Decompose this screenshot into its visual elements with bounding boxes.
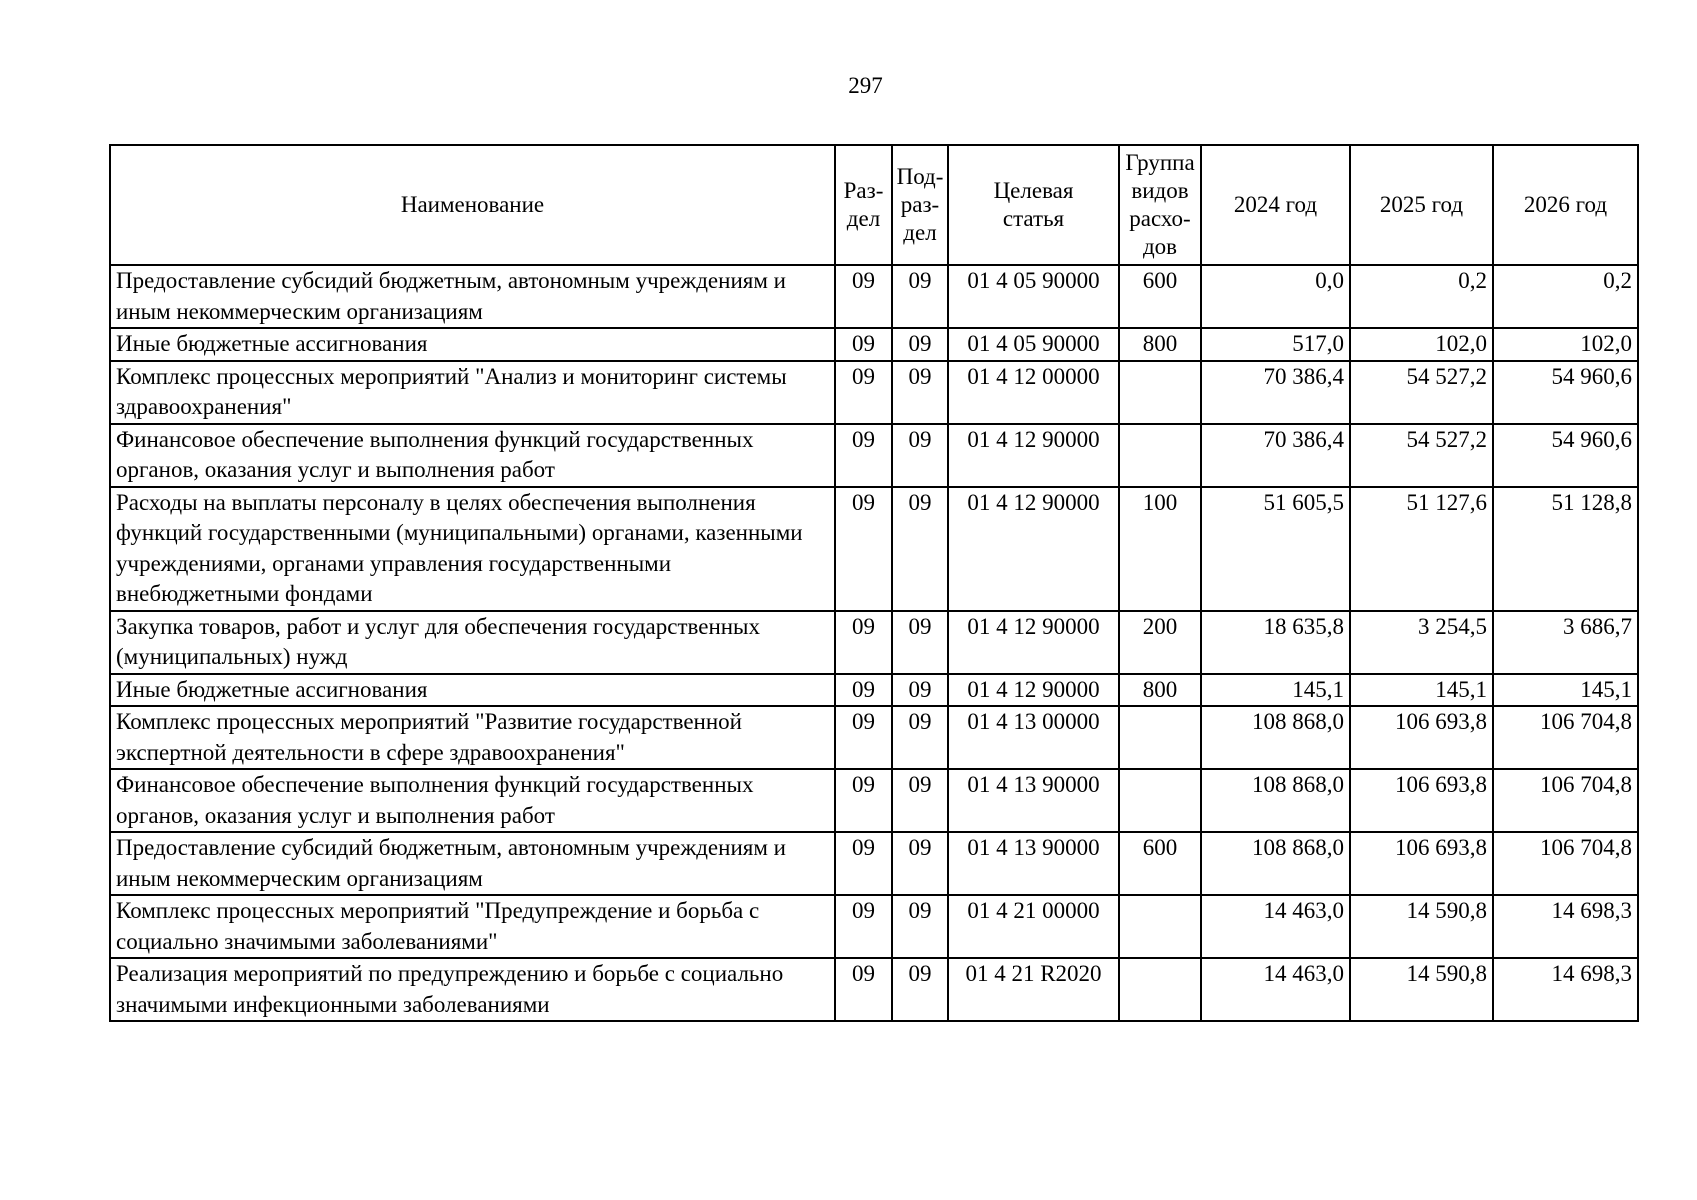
- cell-podrazdel: 09: [892, 895, 948, 958]
- cell-2024: 51 605,5: [1201, 487, 1350, 611]
- cell-2024: 14 463,0: [1201, 895, 1350, 958]
- table-row: [110, 769, 1638, 832]
- cell-target: 01 4 12 00000: [948, 361, 1119, 424]
- cell-podrazdel: 09: [892, 706, 948, 769]
- cell-2026: 145,1: [1493, 674, 1638, 707]
- cell-podrazdel: 09: [892, 424, 948, 487]
- cell-name: Комплекс процессных мероприятий "Анализ и мониторинг системы здравоохранения": [110, 361, 835, 424]
- cell-podrazdel: 09: [892, 361, 948, 424]
- cell-group: 200: [1119, 611, 1201, 674]
- cell-razdel: 09: [835, 958, 892, 1021]
- table-row: [110, 895, 1638, 958]
- cell-razdel: 09: [835, 895, 892, 958]
- cell-razdel: 09: [835, 361, 892, 424]
- cell-podrazdel: 09: [892, 611, 948, 674]
- table-row: [110, 674, 1638, 707]
- cell-name: Комплекс процессных мероприятий "Развитие государственной экспертной деятельности в сфере здравоохранения": [110, 706, 835, 769]
- cell-razdel: 09: [835, 487, 892, 611]
- table-row: [110, 832, 1638, 895]
- cell-razdel: 09: [835, 424, 892, 487]
- table-row: [110, 611, 1638, 674]
- cell-podrazdel: 09: [892, 265, 948, 328]
- cell-name: Комплекс процессных мероприятий "Предупреждение и борьба с социально значимыми заболеваниями": [110, 895, 835, 958]
- header-podrazdel-line: Под-: [896, 164, 944, 189]
- cell-podrazdel: 09: [892, 832, 948, 895]
- cell-group: 800: [1119, 674, 1201, 707]
- cell-name: Реализация мероприятий по предупреждению и борьбе с социально значимыми инфекционными заболеваниями: [110, 958, 835, 1021]
- cell-2026: 14 698,3: [1493, 895, 1638, 958]
- cell-2024: 18 635,8: [1201, 611, 1350, 674]
- cell-2026: 106 704,8: [1493, 769, 1638, 832]
- cell-2025: 0,2: [1350, 265, 1493, 328]
- cell-2026: 106 704,8: [1493, 832, 1638, 895]
- cell-target: 01 4 12 90000: [948, 611, 1119, 674]
- cell-podrazdel: 09: [892, 674, 948, 707]
- table-row: [110, 706, 1638, 769]
- cell-2026: 54 960,6: [1493, 361, 1638, 424]
- cell-group: 800: [1119, 328, 1201, 361]
- cell-2024: 14 463,0: [1201, 958, 1350, 1021]
- cell-2024: 108 868,0: [1201, 832, 1350, 895]
- cell-target: 01 4 05 90000: [948, 328, 1119, 361]
- cell-name: Предоставление субсидий бюджетным, автономным учреждениям и иным некоммерческим организациям: [110, 832, 835, 895]
- header-2026: 2026 год: [1493, 145, 1638, 265]
- cell-name: Закупка товаров, работ и услуг для обеспечения государственных (муниципальных) нужд: [110, 611, 835, 674]
- table-row: [110, 424, 1638, 487]
- cell-2025: 14 590,8: [1350, 895, 1493, 958]
- cell-target: 01 4 13 90000: [948, 769, 1119, 832]
- header-razdel-line: Раз-: [843, 178, 884, 203]
- header-group: [1119, 145, 1201, 265]
- header-target-line: статья: [1002, 206, 1065, 231]
- cell-podrazdel: 09: [892, 487, 948, 611]
- cell-2025: 102,0: [1350, 328, 1493, 361]
- table-row: [110, 487, 1638, 611]
- cell-2025: 14 590,8: [1350, 958, 1493, 1021]
- cell-2024: 145,1: [1201, 674, 1350, 707]
- cell-podrazdel: 09: [892, 769, 948, 832]
- header-podrazdel: [892, 145, 948, 265]
- cell-group: [1119, 769, 1201, 832]
- cell-2025: 3 254,5: [1350, 611, 1493, 674]
- table-row: [110, 328, 1638, 361]
- cell-group: 600: [1119, 265, 1201, 328]
- cell-2024: 0,0: [1201, 265, 1350, 328]
- header-target: [948, 145, 1119, 265]
- cell-target: 01 4 21 00000: [948, 895, 1119, 958]
- header-razdel-line: дел: [846, 206, 881, 231]
- cell-target: 01 4 21 R2020: [948, 958, 1119, 1021]
- cell-2026: 102,0: [1493, 328, 1638, 361]
- cell-2024: 70 386,4: [1201, 424, 1350, 487]
- cell-2025: 106 693,8: [1350, 832, 1493, 895]
- cell-group: [1119, 706, 1201, 769]
- cell-2026: 3 686,7: [1493, 611, 1638, 674]
- cell-name: Предоставление субсидий бюджетным, автономным учреждениям и иным некоммерческим организациям: [110, 265, 835, 328]
- cell-name: Иные бюджетные ассигнования: [110, 328, 835, 361]
- cell-2025: 54 527,2: [1350, 361, 1493, 424]
- cell-2025: 145,1: [1350, 674, 1493, 707]
- cell-2026: 14 698,3: [1493, 958, 1638, 1021]
- budget-table: [109, 144, 1639, 1022]
- cell-razdel: 09: [835, 328, 892, 361]
- cell-2026: 0,2: [1493, 265, 1638, 328]
- cell-target: 01 4 12 90000: [948, 674, 1119, 707]
- cell-group: [1119, 958, 1201, 1021]
- header-razdel: [835, 145, 892, 265]
- cell-2025: 54 527,2: [1350, 424, 1493, 487]
- cell-name: Финансовое обеспечение выполнения функций государственных органов, оказания услуг и выполнения работ: [110, 424, 835, 487]
- cell-group: 600: [1119, 832, 1201, 895]
- cell-target: 01 4 13 90000: [948, 832, 1119, 895]
- cell-razdel: 09: [835, 265, 892, 328]
- cell-razdel: 09: [835, 769, 892, 832]
- table-row: [110, 958, 1638, 1021]
- cell-razdel: 09: [835, 832, 892, 895]
- cell-target: 01 4 12 90000: [948, 487, 1119, 611]
- header-group-line: видов: [1131, 178, 1189, 203]
- header-group-line: Группа: [1125, 150, 1195, 175]
- header-2024: 2024 год: [1201, 145, 1350, 265]
- table-row: [110, 361, 1638, 424]
- header-2025: 2025 год: [1350, 145, 1493, 265]
- cell-group: [1119, 895, 1201, 958]
- cell-2024: 108 868,0: [1201, 769, 1350, 832]
- cell-2024: 70 386,4: [1201, 361, 1350, 424]
- cell-podrazdel: 09: [892, 328, 948, 361]
- header-name: Наименование: [110, 145, 835, 265]
- cell-group: [1119, 361, 1201, 424]
- header-target-line: Целевая: [993, 178, 1074, 203]
- header-group-line: расхо-: [1129, 206, 1191, 231]
- cell-2026: 54 960,6: [1493, 424, 1638, 487]
- header-podrazdel-line: раз-: [900, 192, 940, 217]
- cell-name: Расходы на выплаты персоналу в целях обеспечения выполнения функций государственными (муниципальными) органами, казенными учреждениями, органами управления государственными внебюджетными фондами: [110, 487, 835, 611]
- cell-2025: 51 127,6: [1350, 487, 1493, 611]
- header-podrazdel-line: дел: [903, 220, 937, 245]
- cell-name: Иные бюджетные ассигнования: [110, 674, 835, 707]
- cell-target: 01 4 05 90000: [948, 265, 1119, 328]
- cell-2025: 106 693,8: [1350, 769, 1493, 832]
- cell-razdel: 09: [835, 674, 892, 707]
- cell-group: [1119, 424, 1201, 487]
- cell-2025: 106 693,8: [1350, 706, 1493, 769]
- cell-name: Финансовое обеспечение выполнения функций государственных органов, оказания услуг и выполнения работ: [110, 769, 835, 832]
- page-number: 297: [848, 73, 883, 98]
- table-row: [110, 265, 1638, 328]
- cell-2026: 51 128,8: [1493, 487, 1638, 611]
- cell-group: 100: [1119, 487, 1201, 611]
- cell-target: 01 4 13 00000: [948, 706, 1119, 769]
- cell-razdel: 09: [835, 706, 892, 769]
- table-header-row: [110, 145, 1638, 265]
- cell-target: 01 4 12 90000: [948, 424, 1119, 487]
- cell-razdel: 09: [835, 611, 892, 674]
- cell-podrazdel: 09: [892, 958, 948, 1021]
- cell-2024: 108 868,0: [1201, 706, 1350, 769]
- cell-2026: 106 704,8: [1493, 706, 1638, 769]
- cell-2024: 517,0: [1201, 328, 1350, 361]
- header-group-line: дов: [1142, 234, 1178, 259]
